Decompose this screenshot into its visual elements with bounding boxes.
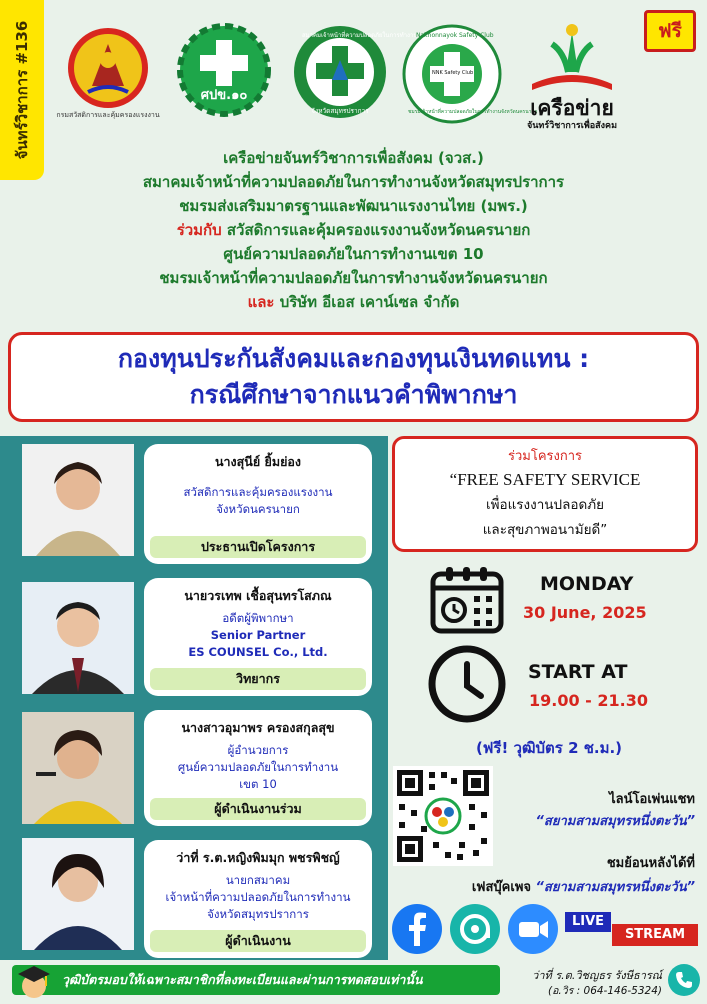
logo-top-text: Nakhonnayok Safety Club (416, 32, 494, 39)
start-time: 19.00 - 21.30 (529, 691, 648, 710)
logo-top-text: สมาคมเจ้าหน้าที่ความปลอดภัยในการทำงาน (302, 32, 418, 39)
line-oa-name[interactable]: “สยามสามสมุทรหนึ่งตะวัน” (535, 814, 695, 829)
speaker-info-line: ศูนย์ความปลอดภัยในการทำงาน (177, 760, 339, 774)
speaker-info-line: สวัสดิการและคุ้มครองแรงงาน (183, 485, 333, 499)
speaker-role: ประธานเปิดโครงการ (150, 536, 366, 558)
event-date: 30 June, 2025 (523, 603, 647, 622)
event-title-box (8, 332, 699, 422)
speaker-info-line: เขต 10 (239, 777, 277, 791)
certificate-note: (ฟรี! วุฒิบัตร 2 ช.ม.) (475, 739, 623, 757)
samutprakan-safety-association-logo (292, 24, 418, 124)
speaker-info-line: ผู้อำนวยการ (227, 743, 289, 757)
organizer-line: ร่วมกับ สวัสดิการและคุ้มครองแรงงานจังหวัดนครนายก (176, 221, 531, 239)
speaker-name: นางสุนีย์ ยิ้มย่อง (214, 454, 302, 469)
speaker-name: ว่าที่ ร.ต.หญิงพิมมุก พชรพิชญ์ (176, 850, 340, 865)
event-day: MONDAY (540, 573, 634, 595)
line-oa-label: ไลน์โอเพ่นแชท (609, 792, 695, 807)
footer-note: วุฒิบัตรมอบให้เฉพาะสมาชิกที่ลงทะเบียนและผ่านการทดสอบเท่านั้น (12, 965, 500, 995)
speaker-info-line: จังหวัดสมุทรปราการ (207, 907, 309, 921)
safety-center-10-logo (178, 24, 270, 124)
organizer-line: ชมรมเจ้าหน้าที่ความปลอดภัยในการทำงานจังหวัดนครนายก (159, 269, 548, 287)
labour-protection-logo (56, 24, 160, 124)
replay-facebook[interactable] (472, 876, 695, 897)
organizer-line: ศูนย์ความปลอดภัยในการทำงานเขต 10 (223, 245, 484, 263)
speaker-card (144, 578, 372, 696)
speaker-info-line: Senior Partner (210, 628, 306, 642)
speaker-photo (22, 582, 134, 694)
facebook-icon[interactable] (392, 904, 442, 954)
speaker-info-line: อดีตผู้พิพากษา (222, 611, 294, 625)
speaker-card (144, 444, 372, 564)
logo-text: ศปข.๑๐ (200, 88, 248, 103)
project-box (392, 436, 698, 552)
series-tag (0, 0, 44, 180)
event-title-line2: กรณีศึกษาจากแนวคำพิพากษา (189, 380, 518, 409)
organizer-line: สมาคมเจ้าหน้าที่ความปลอดภัยในการทำงานจังหวัดสมุทรปราการ (142, 173, 565, 191)
qr-code[interactable] (393, 766, 493, 866)
speaker-info-line: ES COUNSEL Co., Ltd. (188, 645, 328, 659)
speaker-name: นางสาวอุมาพร ครองสกุลสุข (181, 720, 335, 735)
speaker-card (144, 710, 372, 826)
facebook-page-label: เฟสบุ๊คเพจ (471, 880, 532, 895)
speaker-photo (22, 838, 134, 950)
logo-bottom-text: จังหวัดสมุทรปราการ (311, 107, 369, 115)
speaker-info-line: จังหวัดนครนายก (216, 502, 300, 516)
project-line: เพื่อแรงงานปลอดภัย (485, 497, 605, 513)
calendar-icon (430, 566, 504, 634)
organizer-line: ชมรมส่งเสริมมาตรฐานและพัฒนาแรงงานไทย (มพร.) (179, 197, 528, 215)
project-label: ร่วมโครงการ (507, 449, 582, 464)
organizer-line: และ บริษัท อีเอส เคาน์เซล จำกัด (247, 293, 460, 311)
speaker-info-line: เจ้าหน้าที่ความปลอดภัยในการทำงาน (165, 890, 351, 904)
speaker-name: นายวรเทพ เชื้อสุนทรโสภณ (184, 588, 332, 603)
graduate-icon (14, 960, 54, 1000)
stream-label: STREAM (612, 924, 698, 946)
series-tag-text: จันทร์วิชาการ #136 (13, 20, 31, 160)
logo-caption: กรมสวัสดิการและคุ้มครองแรงงาน (56, 111, 160, 119)
network-logo (512, 22, 632, 132)
replay-label: ชมย้อนหลังได้ที่ (606, 856, 695, 871)
openchat-icon[interactable] (450, 904, 500, 954)
free-badge: ฟรี (644, 10, 696, 52)
phone-icon[interactable] (668, 964, 700, 996)
speaker-role: ผู้ดำเนินงาน (150, 930, 366, 952)
speaker-photo (22, 444, 134, 556)
nakhonnayok-safety-club-logo (402, 24, 538, 124)
logo-center-text: NNK Safety Club (432, 70, 474, 76)
start-label: START AT (528, 661, 628, 683)
logo-title: เครือข่าย (530, 96, 614, 120)
speaker-role: ผู้ดำเนินงานร่วม (150, 798, 366, 820)
event-title-line1: กองทุนประกันสังคมและกองทุนเงินทดแทน : (117, 344, 590, 373)
logo-bottom-text: ชมรมเจ้าหน้าที่ความปลอดภัยในการทำงานจังหวัดนครนายก (408, 109, 538, 115)
clock-icon (427, 644, 507, 724)
live-label: LIVE (565, 912, 611, 932)
speaker-card (144, 840, 372, 958)
speaker-photo (22, 712, 134, 824)
project-line: และสุขภาพอนามัยดี” (482, 522, 608, 538)
speaker-info-line: นายกสมาคม (225, 873, 291, 887)
project-name: “FREE SAFETY SERVICE (449, 470, 641, 489)
speaker-role: วิทยากร (150, 668, 366, 690)
facebook-page-name: “สยามสามสมุทรหนึ่งตะวัน” (535, 880, 695, 895)
logo-subtitle: จันทร์วิชาการเพื่อสังคม (527, 121, 617, 131)
contact-name: ว่าที่ ร.ต.วิชญธร รังษีธารณ์ (532, 969, 662, 982)
zoom-icon[interactable] (508, 904, 558, 954)
organizer-line: เครือข่ายจันทร์วิชาการเพื่อสังคม (จวส.) (223, 149, 484, 167)
contact-phone: (อ.วิร : 064-146-5324) (548, 985, 662, 997)
